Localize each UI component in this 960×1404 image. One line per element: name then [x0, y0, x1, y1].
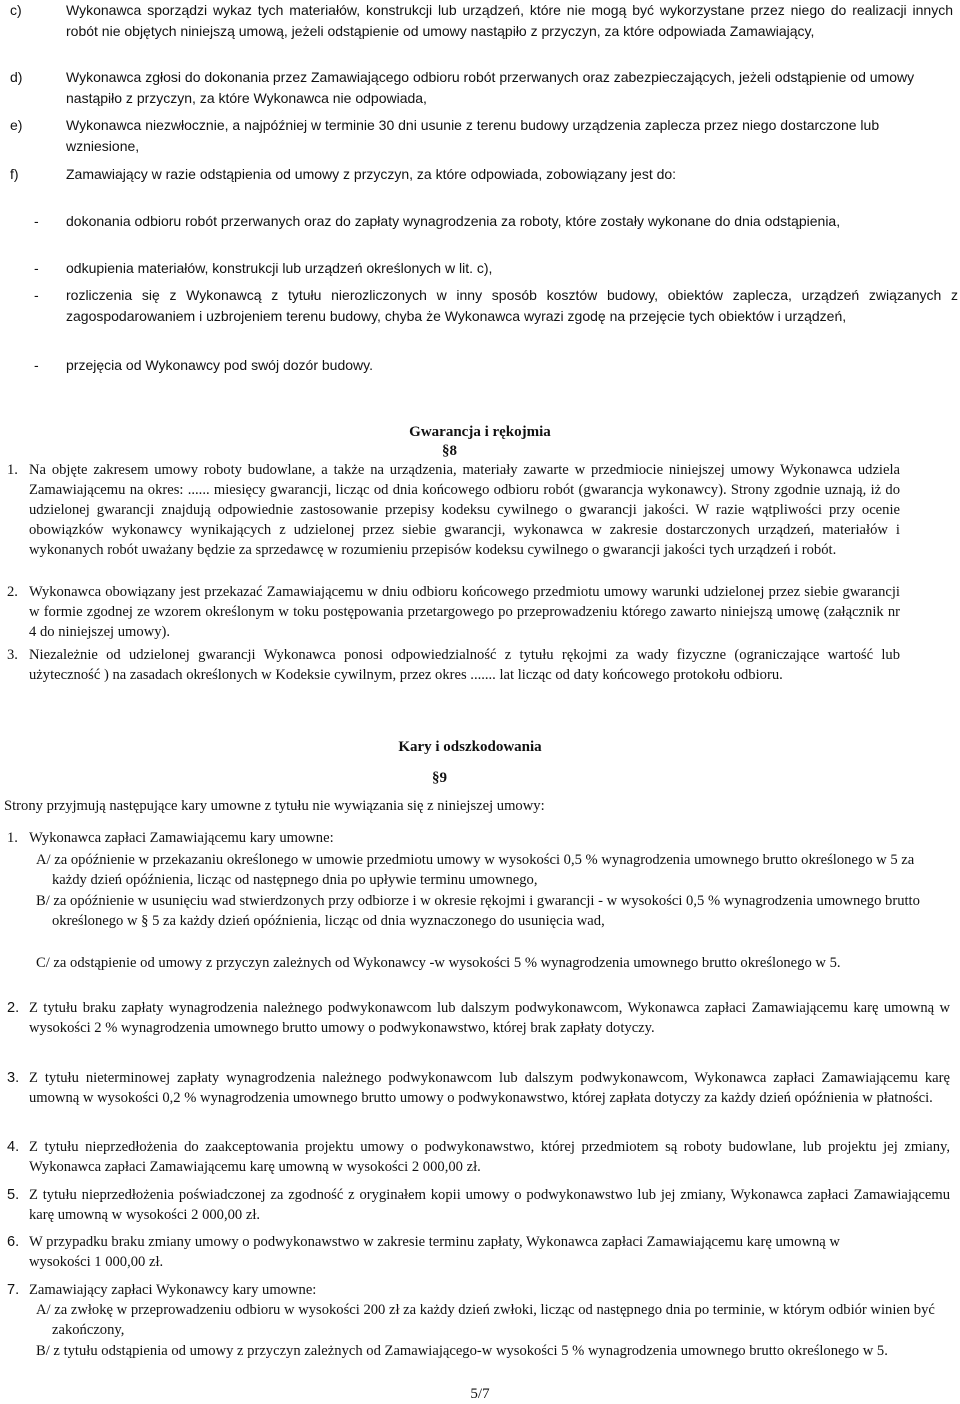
list-item-e	[0, 115, 960, 157]
numbered-item: 2. Z tytułu braku zapłaty wynagrodzenia należnego podwykonawcom lub dalszym podwykonawcom, Wykonawca zapłaci Zamawiającemu karę umowną w wysokości 2 % wynagrodzenia umownego brutto umowy o podwykonawstwo, której brak zapłaty dotyczy.	[7, 1000, 950, 1036]
dash-item: - odkupienia materiałów, konstrukcji lub urządzeń określonych w lit. c),	[34, 260, 493, 276]
sub-item-a: A/ za zwłokę w przeprowadzeniu odbioru w wysokości 200 zł za każdy dzień zwłoki, licząc od następnego dnia po terminie, w którym odbiór winien być zakończony,	[36, 1302, 935, 1338]
sub-item-b: B/ z tytułu odstąpienia od umowy z przyczyn zależnych od Zamawiającego-w wysokości 5 % wynagrodzenia umownego brutto określonego w 5.	[36, 1343, 888, 1359]
dash-item: - dokonania odbioru robót przerwanych oraz do zapłaty wynagrodzenia za roboty, które zostały wykonane do dnia odstąpienia,	[34, 213, 841, 229]
sub-item-c: C/ za odstąpienie od umowy z przyczyn zależnych od Wykonawcy -w wysokości 5 % wynagrodzenia umownego brutto określonego w 5.	[36, 955, 841, 971]
paragraph-mark-9: §9	[432, 770, 447, 786]
section-heading-kary: Kary i odszkodowania	[398, 739, 542, 755]
sub-item-b: B/ za opóźnienie w usunięciu wad stwierdzonych przy odbiorze i w okresie rękojmi i gwarancji - w wysokości 0,5 % wynagrodzenia umownego brutto określonego w § 5 za każdy dzień opóźnienia, licząc od dnia wyznaczonego do usunięcia wad,	[36, 893, 920, 929]
dash-item: - rozliczenia się z Wykonawcą z tytułu nierozliczonych w inny sposób kosztów budowy, obiektów zaplecza, urządzeń związanych z zagospodarowaniem i uzbrojeniem terenu budowy, chyba że Wykonawca wyrazi zgodę na przejęcie tych obiektów i urządzeń,	[34, 287, 958, 324]
list-item-c	[0, 0, 960, 42]
list-item-f	[0, 164, 960, 185]
numbered-item: 5. Z tytułu nieprzedłożenia poświadczonej za zgodność z oryginałem kopii umowy o podwykonawstwo lub jej zmiany, Wykonawca zapłaci Zamawiającemu karę umowną w wysokości 2 000,00 zł.	[7, 1187, 950, 1223]
item-marker: e)	[10, 117, 23, 133]
numbered-item: 1. Wykonawca zapłaci Zamawiającemu kary umowne:	[7, 830, 334, 846]
section-heading-gwarancja: Gwarancja i rękojmia	[409, 424, 551, 440]
item-marker: f)	[10, 166, 19, 182]
item-text: Wykonawca zgłosi do dokonania przez Zamawiającego odbioru robót przerwanych oraz zabezpieczających, jeżeli odstąpienie od umowy nastąpiło z przyczyn, za które Wykonawca nie odpowiada,	[66, 69, 915, 106]
sub-item-a: A/ za opóźnienie w przekazaniu określonego w umowie przedmiotu umowy w wysokości 0,5 % wynagrodzenia umownego brutto określonego w 5 za każdy dzień opóźnienia, licząc od następnego dnia po upływie terminu umownego,	[36, 852, 915, 888]
item-marker: c)	[10, 2, 22, 18]
item-text: Wykonawca sporządzi wykaz tych materiałów, konstrukcji lub urządzeń, które nie mogą być wykorzystane przez niego do realizacji innych robót nie objętych niniejszą umową, jeżeli odstąpienie od umowy nastąpiło z przyczyn, za które odpowiada Zamawiający,	[66, 2, 953, 39]
paragraph-mark-8: §8	[442, 443, 457, 459]
dash-item: - przejęcia od Wykonawcy pod swój dozór budowy.	[34, 357, 373, 373]
intro-text: Strony przyjmują następujące kary umowne z tytułu nie wywiązania się z niniejszej umowy:	[4, 798, 545, 814]
numbered-item: 1. Na objęte zakresem umowy roboty budowlane, a także na urządzenia, materiały zawarte w przedmiocie niniejszej umowy Wykonawca udziela Zamawiającemu na okres: ...... miesięcy gwarancji, licząc od dnia końcowego odbioru robót (gwarancja wykonawcy). Strony zgodnie uznają, iż do udzielonej gwarancji znajdują odpowiednie zastosowanie przepisy kodeksu cywilnego o gwarancji jakości. W razie wątpliwości przy ocenie obowiązków wykonawcy wynikających z udzielonej przez siebie gwarancji, wykonawca w zakresie dostarczonych urządzeń, materiałów i wykonanych robót uważany będzie za sprzedawcę w rozumieniu przepisów kodeksu cywilnego o gwarancji jakości tych urządzeń i robót.	[7, 462, 900, 558]
numbered-item: 2. Wykonawca obowiązany jest przekazać Zamawiającemu w dniu odbioru końcowego przedmiotu umowy warunki udzielonej przez siebie gwarancji w formie zgodnej ze wzorem określonym w toku postępowania przetargowego po przeprowadzeniu którego zawarto niniejszą umowę (załącznik nr 4 do niniejszej umowy).	[7, 584, 900, 640]
numbered-item: 7. Zamawiający zapłaci Wykonawcy kary umowne:	[7, 1282, 317, 1298]
item-text: Zamawiający w razie odstąpienia od umowy z przyczyn, za które odpowiada, zobowiązany jest do:	[66, 166, 677, 182]
list-item-d	[0, 67, 960, 109]
numbered-item: 3. Niezależnie od udzielonej gwarancji Wykonawca ponosi odpowiedzialność z tytułu rękojmi za wady fizyczne (ograniczające wartość lub użyteczność ) na zasadach określonych w Kodeksie cywilnym, przez okres ....... lat licząc od daty końcowego protokołu odbioru.	[7, 647, 900, 683]
page-number: 5/7	[470, 1386, 490, 1402]
item-text: Wykonawca niezwłocznie, a najpóźniej w terminie 30 dni usunie z terenu budowy urządzenia zaplecza przez niego dostarczone lub wzniesione,	[66, 117, 880, 154]
numbered-item: 6. W przypadku braku zmiany umowy o podwykonawstwo w zakresie terminu zapłaty, Wykonawca zapłaci Zamawiającemu karę umowną w wysokości 1 000,00 zł.	[7, 1234, 840, 1270]
item-marker: d)	[10, 69, 23, 85]
numbered-item: 3. Z tytułu nieterminowej zapłaty wynagrodzenia należnego podwykonawcom lub dalszym podwykonawcom, Wykonawca zapłaci Zamawiającemu karę umowną w wysokości 0,2 % wynagrodzenia umownego brutto umowy o podwykonawstwo, której zapłata dotyczy za każdy dzień opóźnienia w płatności.	[7, 1070, 950, 1106]
numbered-item: 4. Z tytułu nieprzedłożenia do zaakceptowania projektu umowy o podwykonawstwo, której przedmiotem są roboty budowlane, lub projektu jej zmiany, Wykonawca zapłaci Zamawiającemu karę umowną w wysokości 2 000,00 zł.	[7, 1139, 950, 1175]
